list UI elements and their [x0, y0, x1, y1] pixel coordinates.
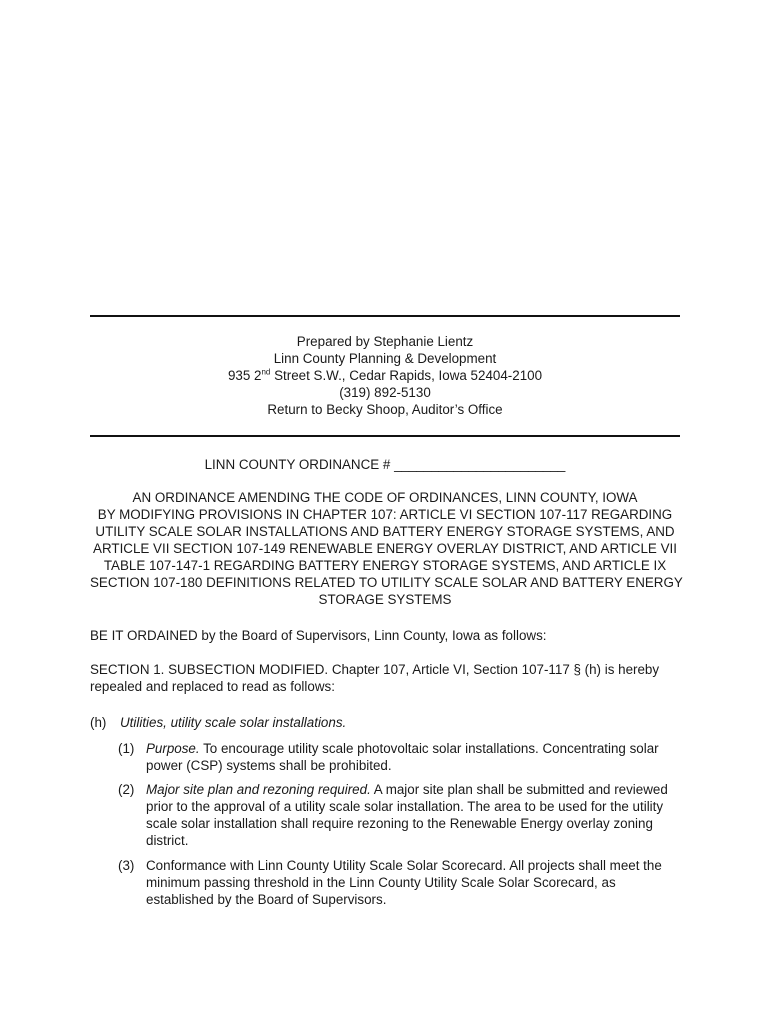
item-h-text: Utilities, utility scale solar installations. [120, 715, 347, 730]
phone-line: (319) 892-5130 [339, 385, 431, 400]
prepared-by-block [90, 333, 680, 418]
title-line: SECTION 107-180 DEFINITIONS RELATED TO UTILITY SCALE SOLAR AND BATTERY ENERGY [90, 575, 683, 590]
title-line: BY MODIFYING PROVISIONS IN CHAPTER 107: ARTICLE VI SECTION 107-117 REGARDING [97, 507, 673, 522]
subitem-heading: Purpose. [146, 741, 200, 756]
ordain-paragraph [90, 627, 680, 644]
subitem-text: Conformance with Linn County Utility Scale Solar Scorecard. All projects shall meet the minimum passing threshold in the Linn County Utility Scale Solar Scorecard, as established by the Board of Supervisors. [146, 858, 662, 907]
subitem-text: A major site plan shall be submitted and reviewed prior to the approval of a utility scale solar installation. The area to be used for the utility scale solar installation shall require rezoning to the Renewable Energy overlay zoning district. [146, 782, 668, 848]
return-to-line: Return to Becky Shoop, Auditor’s Office [267, 402, 503, 417]
department-line: Linn County Planning & Development [273, 351, 497, 366]
title-line: UTILITY SCALE SOLAR INSTALLATIONS AND BATTERY ENERGY STORAGE SYSTEMS, AND [95, 524, 675, 539]
subitem-number: (1) [118, 741, 135, 756]
title-line: STORAGE SYSTEMS [318, 592, 452, 607]
title-line: ARTICLE VII SECTION 107-149 RENEWABLE ENERGY OVERLAY DISTRICT, AND ARTICLE VII [93, 541, 677, 556]
item-h-label: (h) [90, 715, 107, 730]
subitem-number: (2) [118, 782, 135, 797]
subitem-body [146, 857, 678, 908]
section-1-lead: SECTION 1. SUBSECTION MODIFIED. [90, 662, 329, 677]
ordain-text: by the Board of Supervisors, Linn County, Iowa as follows: [197, 628, 547, 643]
subitem-number: (3) [118, 858, 135, 873]
ordinance-number: LINN COUNTY ORDINANCE # _______________________ [204, 457, 566, 472]
bottom-divider [90, 435, 680, 437]
subitem-text: To encourage utility scale photovoltaic solar installations. Concentrating solar power (CSP) systems shall be prohibited. [146, 741, 659, 773]
top-divider [90, 315, 680, 317]
subitem-body [146, 740, 678, 774]
section-1-paragraph [90, 661, 680, 695]
prepared-by-line: Prepared by Stephanie Lientz [296, 334, 474, 349]
ordain-lead: BE IT ORDAINED [90, 628, 198, 643]
title-line: TABLE 107-147-1 REGARDING BATTERY ENERGY STORAGE SYSTEMS, AND ARTICLE IX [103, 558, 667, 573]
section-1-text: Chapter 107, Article VI, Section 107-117 § (h) is hereby repealed and replaced to read as follows: [90, 662, 660, 694]
subitem-body [146, 781, 678, 849]
title-line: AN ORDINANCE AMENDING THE CODE OF ORDINANCES, LINN COUNTY, IOWA [132, 490, 638, 505]
ordinance-title [90, 489, 683, 608]
address-line: 935 2nd Street S.W., Cedar Rapids, Iowa 52404-2100 [227, 367, 543, 383]
subitem-heading: Major site plan and rezoning required. [146, 782, 371, 797]
